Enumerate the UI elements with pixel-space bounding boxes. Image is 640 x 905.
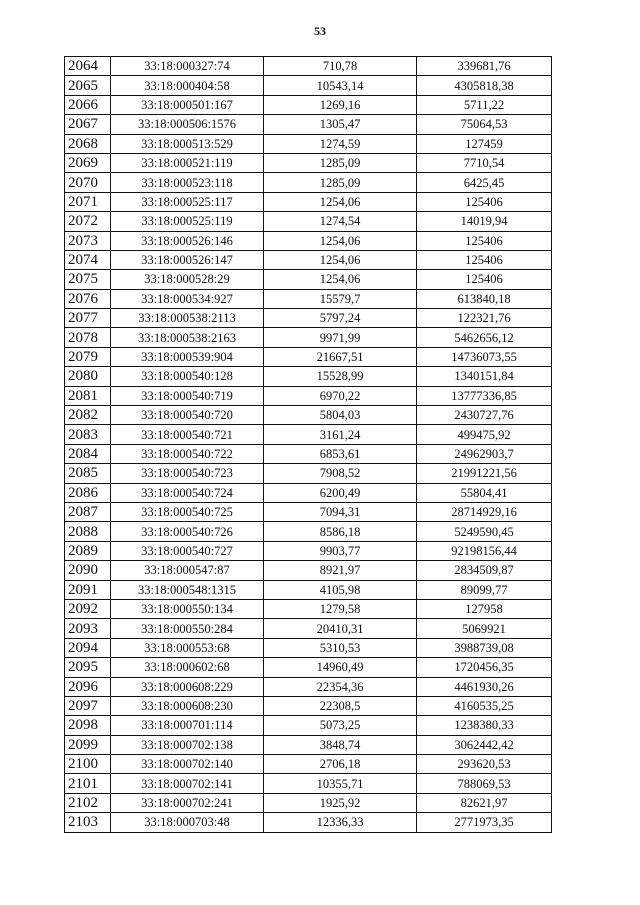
cadastral-number-cell: 33:18:000548:1315 (111, 580, 264, 599)
cadastral-number-cell: 33:18:000513:529 (111, 134, 264, 153)
table-row (65, 95, 552, 114)
cadastral-value-cell: 24962903,7 (417, 444, 552, 463)
area-cell: 1254,06 (264, 231, 417, 250)
cadastral-value-cell: 5711,22 (417, 95, 552, 114)
cadastral-value-cell: 125406 (417, 192, 552, 211)
cadastral-number-cell: 33:18:000602:68 (111, 658, 264, 677)
table-row (65, 658, 552, 677)
table-row (65, 367, 552, 386)
cadastral-value-cell: 28714929,16 (417, 502, 552, 521)
table-row (65, 173, 552, 192)
table-row (65, 153, 552, 172)
cadastral-value-cell: 125406 (417, 270, 552, 289)
cadastral-value-cell: 2834509,87 (417, 561, 552, 580)
cadastral-number-cell: 33:18:000540:727 (111, 541, 264, 560)
table-row (65, 406, 552, 425)
cadastral-number-cell: 33:18:000550:284 (111, 619, 264, 638)
cadastral-number-cell: 33:18:000525:119 (111, 212, 264, 231)
cadastral-value-cell: 6425,45 (417, 173, 552, 192)
table-row (65, 619, 552, 638)
cadastral-number-cell: 33:18:000526:147 (111, 250, 264, 269)
table-row (65, 425, 552, 444)
table-row (65, 115, 552, 134)
row-number-cell: 2083 (65, 425, 111, 444)
cadastral-value-cell: 13777336,85 (417, 386, 552, 405)
row-number-cell: 2084 (65, 444, 111, 463)
area-cell: 5310,53 (264, 638, 417, 657)
cadastral-number-cell: 33:18:000525:117 (111, 192, 264, 211)
cadastral-number-cell: 33:18:000540:721 (111, 425, 264, 444)
cadastral-value-cell: 3062442,42 (417, 735, 552, 754)
row-number-cell: 2099 (65, 735, 111, 754)
row-number-cell: 2092 (65, 599, 111, 618)
row-number-cell: 2103 (65, 813, 111, 832)
row-number-cell: 2085 (65, 464, 111, 483)
area-cell: 2706,18 (264, 755, 417, 774)
table-row (65, 134, 552, 153)
cadastral-number-cell: 33:18:000540:719 (111, 386, 264, 405)
cadastral-value-cell: 293620,53 (417, 755, 552, 774)
cadastral-value-cell: 92198156,44 (417, 541, 552, 560)
table-row (65, 580, 552, 599)
cadastral-value-cell: 89099,77 (417, 580, 552, 599)
area-cell: 1274,59 (264, 134, 417, 153)
table-row (65, 464, 552, 483)
row-number-cell: 2078 (65, 328, 111, 347)
area-cell: 1925,92 (264, 793, 417, 812)
row-number-cell: 2064 (65, 57, 111, 76)
table-row (65, 561, 552, 580)
cadastral-value-cell: 5462656,12 (417, 328, 552, 347)
cadastral-value-cell: 1238380,33 (417, 716, 552, 735)
cadastral-number-cell: 33:18:000702:140 (111, 755, 264, 774)
area-cell: 20410,31 (264, 619, 417, 638)
row-number-cell: 2101 (65, 774, 111, 793)
cadastral-number-cell: 33:18:000703:48 (111, 813, 264, 832)
table-row (65, 289, 552, 308)
area-cell: 9903,77 (264, 541, 417, 560)
row-number-cell: 2086 (65, 483, 111, 502)
area-cell: 14960,49 (264, 658, 417, 677)
area-cell: 1285,09 (264, 153, 417, 172)
cadastral-value-cell: 2771973,35 (417, 813, 552, 832)
table-row (65, 813, 552, 832)
area-cell: 10355,71 (264, 774, 417, 793)
cadastral-number-cell: 33:18:000539:904 (111, 347, 264, 366)
row-number-cell: 2089 (65, 541, 111, 560)
area-cell: 15579,7 (264, 289, 417, 308)
table-row (65, 522, 552, 541)
table-row (65, 638, 552, 657)
table-row (65, 386, 552, 405)
cadastral-number-cell: 33:18:000404:58 (111, 76, 264, 95)
row-number-cell: 2090 (65, 561, 111, 580)
table-row (65, 328, 552, 347)
cadastral-number-cell: 33:18:000523:118 (111, 173, 264, 192)
area-cell: 1254,06 (264, 250, 417, 269)
row-number-cell: 2091 (65, 580, 111, 599)
page-number: 53 (314, 24, 326, 38)
table-row (65, 483, 552, 502)
cadastral-number-cell: 33:18:000540:726 (111, 522, 264, 541)
row-number-cell: 2072 (65, 212, 111, 231)
table-row (65, 347, 552, 366)
row-number-cell: 2069 (65, 153, 111, 172)
table-row (65, 677, 552, 696)
area-cell: 6853,61 (264, 444, 417, 463)
cadastral-value-cell: 2430727,76 (417, 406, 552, 425)
area-cell: 5073,25 (264, 716, 417, 735)
area-cell: 12336,33 (264, 813, 417, 832)
table-row (65, 541, 552, 560)
row-number-cell: 2071 (65, 192, 111, 211)
row-number-cell: 2087 (65, 502, 111, 521)
cadastral-value-cell: 5069921 (417, 619, 552, 638)
cadastral-value-cell: 82621,97 (417, 793, 552, 812)
cadastral-value-cell: 613840,18 (417, 289, 552, 308)
cadastral-value-cell: 21991221,56 (417, 464, 552, 483)
cadastral-value-cell: 127459 (417, 134, 552, 153)
cadastral-number-cell: 33:18:000702:138 (111, 735, 264, 754)
cadastral-value-cell: 499475,92 (417, 425, 552, 444)
table-row (65, 755, 552, 774)
area-cell: 6200,49 (264, 483, 417, 502)
row-number-cell: 2076 (65, 289, 111, 308)
cadastral-value-cell: 125406 (417, 231, 552, 250)
row-number-cell: 2074 (65, 250, 111, 269)
cadastral-value-cell: 339681,76 (417, 57, 552, 76)
row-number-cell: 2079 (65, 347, 111, 366)
cadastral-value-cell: 7710,54 (417, 153, 552, 172)
table-row (65, 57, 552, 76)
cadastral-number-cell: 33:18:000540:725 (111, 502, 264, 521)
cadastral-value-cell: 14736073,55 (417, 347, 552, 366)
row-number-cell: 2066 (65, 95, 111, 114)
row-number-cell: 2102 (65, 793, 111, 812)
table-row (65, 716, 552, 735)
table-row (65, 250, 552, 269)
row-number-cell: 2088 (65, 522, 111, 541)
table-row (65, 502, 552, 521)
cadastral-value-cell: 788069,53 (417, 774, 552, 793)
cadastral-number-cell: 33:18:000540:720 (111, 406, 264, 425)
cadastral-number-cell: 33:18:000506:1576 (111, 115, 264, 134)
area-cell: 710,78 (264, 57, 417, 76)
area-cell: 1305,47 (264, 115, 417, 134)
cadastral-number-cell: 33:18:000547:87 (111, 561, 264, 580)
table-row (65, 444, 552, 463)
row-number-cell: 2070 (65, 173, 111, 192)
area-cell: 10543,14 (264, 76, 417, 95)
table-body (65, 57, 552, 833)
cadastral-value-cell: 14019,94 (417, 212, 552, 231)
row-number-cell: 2082 (65, 406, 111, 425)
row-number-cell: 2095 (65, 658, 111, 677)
cadastral-value-cell: 4461930,26 (417, 677, 552, 696)
row-number-cell: 2097 (65, 696, 111, 715)
cadastral-number-cell: 33:18:000608:230 (111, 696, 264, 715)
area-cell: 22308,5 (264, 696, 417, 715)
cadastral-number-cell: 33:18:000702:141 (111, 774, 264, 793)
cadastral-value-cell: 75064,53 (417, 115, 552, 134)
table-row (65, 270, 552, 289)
cadastral-value-cell: 122321,76 (417, 309, 552, 328)
cadastral-value-cell: 3988739,08 (417, 638, 552, 657)
area-cell: 8586,18 (264, 522, 417, 541)
cadastral-value-cell: 125406 (417, 250, 552, 269)
table-row (65, 192, 552, 211)
table-row (65, 599, 552, 618)
cadastral-number-cell: 33:18:000538:2163 (111, 328, 264, 347)
cadastral-value-cell: 4305818,38 (417, 76, 552, 95)
cadastral-number-cell: 33:18:000540:723 (111, 464, 264, 483)
area-cell: 5797,24 (264, 309, 417, 328)
area-cell: 1274,54 (264, 212, 417, 231)
area-cell: 9971,99 (264, 328, 417, 347)
row-number-cell: 2067 (65, 115, 111, 134)
area-cell: 4105,98 (264, 580, 417, 599)
cadastral-number-cell: 33:18:000553:68 (111, 638, 264, 657)
cadastral-number-cell: 33:18:000538:2113 (111, 309, 264, 328)
table-row (65, 735, 552, 754)
row-number-cell: 2081 (65, 386, 111, 405)
cadastral-value-cell: 1340151,84 (417, 367, 552, 386)
row-number-cell: 2065 (65, 76, 111, 95)
area-cell: 22354,36 (264, 677, 417, 696)
area-cell: 5804,03 (264, 406, 417, 425)
table-row (65, 696, 552, 715)
cadastral-number-cell: 33:18:000702:241 (111, 793, 264, 812)
row-number-cell: 2073 (65, 231, 111, 250)
area-cell: 1254,06 (264, 270, 417, 289)
area-cell: 21667,51 (264, 347, 417, 366)
cadastral-number-cell: 33:18:000528:29 (111, 270, 264, 289)
cadastral-value-cell: 127958 (417, 599, 552, 618)
cadastral-value-table (64, 56, 552, 833)
table-row (65, 76, 552, 95)
cadastral-value-cell: 55804,41 (417, 483, 552, 502)
table-row (65, 774, 552, 793)
area-cell: 6970,22 (264, 386, 417, 405)
cadastral-number-cell: 33:18:000540:722 (111, 444, 264, 463)
area-cell: 3161,24 (264, 425, 417, 444)
cadastral-number-cell: 33:18:000540:128 (111, 367, 264, 386)
cadastral-number-cell: 33:18:000701:114 (111, 716, 264, 735)
cadastral-value-cell: 1720456,35 (417, 658, 552, 677)
cadastral-number-cell: 33:18:000534:927 (111, 289, 264, 308)
table-row (65, 231, 552, 250)
area-cell: 1254,06 (264, 192, 417, 211)
area-cell: 7908,52 (264, 464, 417, 483)
cadastral-number-cell: 33:18:000501:167 (111, 95, 264, 114)
row-number-cell: 2080 (65, 367, 111, 386)
row-number-cell: 2100 (65, 755, 111, 774)
area-cell: 1269,16 (264, 95, 417, 114)
cadastral-value-cell: 4160535,25 (417, 696, 552, 715)
cadastral-number-cell: 33:18:000540:724 (111, 483, 264, 502)
table-row (65, 212, 552, 231)
area-cell: 15528,99 (264, 367, 417, 386)
area-cell: 1285,09 (264, 173, 417, 192)
area-cell: 1279,58 (264, 599, 417, 618)
row-number-cell: 2075 (65, 270, 111, 289)
cadastral-number-cell: 33:18:000550:134 (111, 599, 264, 618)
row-number-cell: 2093 (65, 619, 111, 638)
cadastral-number-cell: 33:18:000608:229 (111, 677, 264, 696)
cadastral-value-cell: 5249590,45 (417, 522, 552, 541)
area-cell: 8921,97 (264, 561, 417, 580)
row-number-cell: 2068 (65, 134, 111, 153)
row-number-cell: 2096 (65, 677, 111, 696)
table-row (65, 309, 552, 328)
area-cell: 7094,31 (264, 502, 417, 521)
area-cell: 3848,74 (264, 735, 417, 754)
row-number-cell: 2077 (65, 309, 111, 328)
cadastral-number-cell: 33:18:000526:146 (111, 231, 264, 250)
row-number-cell: 2094 (65, 638, 111, 657)
cadastral-number-cell: 33:18:000327:74 (111, 57, 264, 76)
cadastral-number-cell: 33:18:000521:119 (111, 153, 264, 172)
table-row (65, 793, 552, 812)
row-number-cell: 2098 (65, 716, 111, 735)
